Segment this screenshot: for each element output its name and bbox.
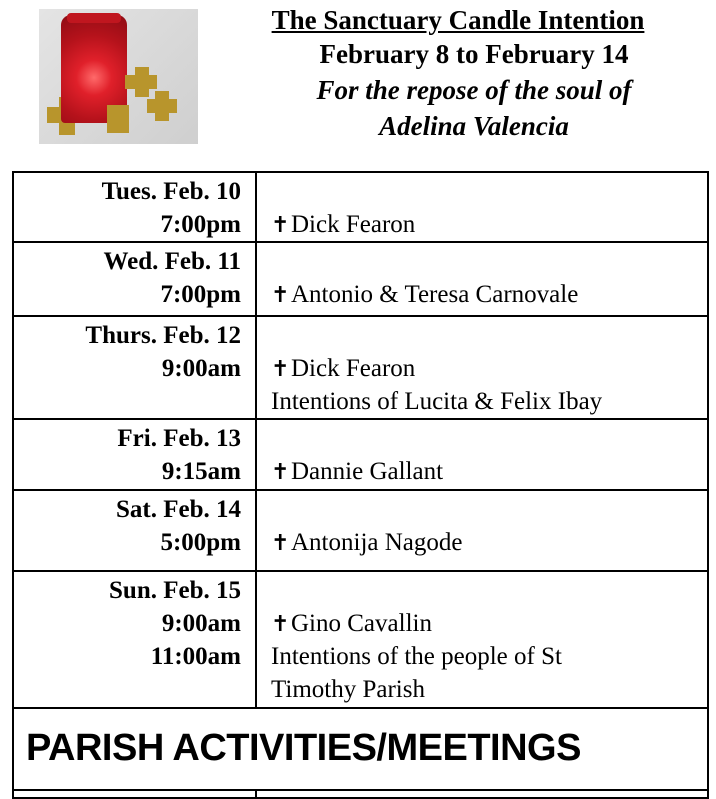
- day-label: Fri. Feb. 13: [117, 425, 241, 452]
- day-time-cell: [13, 490, 256, 571]
- cross-icon: ✝: [271, 356, 290, 381]
- section-heading: PARISH ACTIVITIES/MEETINGS: [13, 708, 708, 790]
- table-row: [13, 571, 708, 708]
- intention-text: Antonio & Teresa Carnovale: [291, 281, 579, 308]
- time-label: 9:00am: [161, 355, 241, 382]
- table-row: [13, 419, 708, 490]
- time-label: 9:15am: [161, 458, 241, 485]
- mass-intentions-table: [12, 171, 709, 799]
- table-row: [13, 490, 708, 571]
- intention-text: Timothy Parish: [271, 676, 425, 703]
- intention-cell: [256, 172, 708, 242]
- day-label: Sun. Feb. 15: [109, 577, 241, 604]
- time-label: 11:00am: [150, 643, 241, 670]
- day-label: Tues. Feb. 10: [101, 178, 241, 205]
- intention-cell: [256, 571, 708, 708]
- intention-cell: [256, 419, 708, 490]
- time-label: 9:00am: [161, 610, 241, 637]
- cross-icon: ✝: [271, 282, 290, 307]
- table-row: [13, 790, 708, 798]
- intention-cell: [256, 316, 708, 419]
- day-label: Sat. Feb. 14: [116, 496, 241, 523]
- day-label: Thurs. Feb. 12: [85, 322, 241, 349]
- sanctuary-candle-photo: [39, 9, 198, 144]
- gold-cross-decoration: [155, 91, 169, 121]
- gold-bracket: [107, 105, 129, 133]
- day-time-cell: [13, 419, 256, 490]
- intention-text: Gino Cavallin: [291, 610, 432, 637]
- time-label: 7:00pm: [160, 211, 241, 238]
- cross-icon: ✝: [271, 212, 290, 237]
- day-time-cell: [13, 571, 256, 708]
- candle-rim: [67, 13, 121, 23]
- dedicated-name: Adelina Valencia: [379, 111, 569, 141]
- page-title: The Sanctuary Candle Intention: [271, 5, 645, 35]
- intention-cell: [256, 490, 708, 571]
- cross-icon: ✝: [271, 459, 290, 484]
- intention-cell: [256, 242, 708, 316]
- empty-cell: [256, 790, 708, 798]
- cross-icon: ✝: [271, 611, 290, 636]
- intention-text: Dick Fearon: [291, 355, 416, 382]
- section-heading-row: [13, 708, 708, 790]
- day-time-cell: [13, 242, 256, 316]
- dedication-line: For the repose of the soul of: [316, 75, 632, 105]
- cross-icon: ✝: [271, 530, 290, 555]
- intention-text: Dick Fearon: [291, 211, 416, 238]
- table-row: [13, 316, 708, 419]
- table-row: [13, 172, 708, 242]
- gold-cross-decoration: [135, 67, 149, 97]
- day-label: Wed. Feb. 11: [103, 248, 241, 275]
- time-label: 7:00pm: [160, 281, 241, 308]
- empty-cell: [13, 790, 256, 798]
- table-row: [13, 242, 708, 316]
- intention-text: Dannie Gallant: [291, 458, 444, 485]
- intention-text: Intentions of the people of St: [271, 643, 562, 670]
- intention-text: Intentions of Lucita & Felix Ibay: [271, 388, 603, 415]
- day-time-cell: [13, 316, 256, 419]
- time-label: 5:00pm: [160, 529, 241, 556]
- date-range: February 8 to February 14: [319, 39, 629, 69]
- day-time-cell: [13, 172, 256, 242]
- intention-text: Antonija Nagode: [291, 529, 463, 556]
